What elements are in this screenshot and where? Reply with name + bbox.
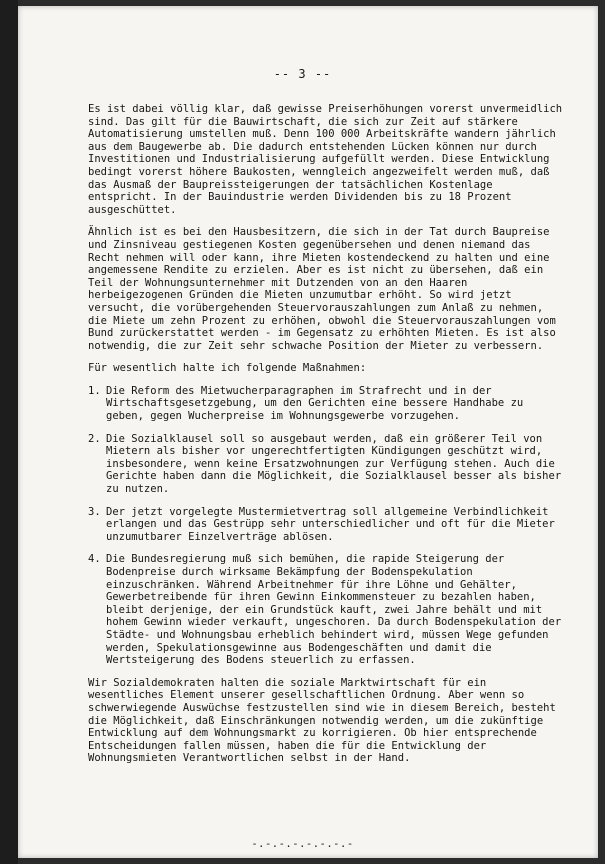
paragraph-price-increases: Es ist dabei völlig klar, daß gewisse Preiserhöhungen vorerst unvermeidlich sind. Das gilt für die Bauwirtschaft, die sich zur Zeit auf stärkere Automatisierung umstellen muß. Denn 100 000 Arbeitskräfte wandern jährlich aus dem Baugewerbe ab. Die dadurch entstehenden Lücken können nur durch Investitionen und Industrialisierung aufgefüllt werden. Diese Entwicklung bedingt vorerst höhere Baukosten, wenngleich angezweifelt werden muß, daß das Ausmaß der Baupreissteigerungen der tatsächlichen Kostenlage entspricht. In der Bauindustrie werden Dividenden bis zu 18 Prozent ausgeschüttet. (88, 103, 563, 216)
list-item (88, 385, 566, 423)
page-number: -- 3 -- (273, 67, 332, 81)
scan-edge (0, 0, 18, 864)
list-number: 4. (88, 553, 101, 566)
paragraph-closing: Wir Sozialdemokraten halten die soziale Marktwirtschaft für ein wesentliches Element unserer gesellschaftlichen Ordnung. Aber wenn so schwerwiegende Auswüchse festzustellen sind wie in diesem Bereich, besteht die Möglichkeit, daß Einschränkungen notwendig werden, um die zukünftige Entwicklung auf dem Wohnungsmarkt zu korrigieren. Ob hier entsprechende Entscheidungen fallen müssen, haben die für die Entwicklung der Wohnungsmieten Verantwortlichen selbst in der Hand. (88, 676, 556, 765)
paragraph-house-owners: Ähnlich ist es bei den Hausbesitzern, die sich in der Tat durch Baupreise und Zinsniveau gestiegenen Kosten gegenübersehen und denen niemand das Recht nehmen will oder kann, ihre Mieten kostendeckend zu halten und eine angemessene Rendite zu erzielen. Aber es ist nicht zu übersehen, daß ein Teil der Wohnungsunternehmer mit Dutzenden von an den Haaren herbeigezogenen Gründen die Mieten unzumutbar erhöht. So wird jetzt versucht, die vorübergehenden Steuervorauszahlungen zum Anlaß zu nehmen, die Miete um zehn Prozent zu erhöhen, obwohl die Steuervorauszahlungen vom Bund zurückerstattet werden - im Gegensatz zu erhöhten Mieten. Es ist also notwendig, die zur Zeit sehr schwache Position der Mieter zu verbessern. (88, 226, 556, 352)
list-item (88, 506, 566, 544)
document-body (88, 103, 566, 775)
list-number: 2. (88, 432, 101, 445)
list-text: Die Reform des Mietwucherparagraphen im Strafrecht und in der Wirtschaftsgesetzgebung, um den Gerichten eine bessere Handhabe zu geben, gegen Wucherpreise im Wohnungsgewerbe vorzugehen. (106, 384, 524, 423)
list-number: 1. (88, 384, 101, 397)
list-item (88, 553, 566, 666)
list-text: Der jetzt vorgelegte Mustermietvertrag soll allgemeine Verbindlichkeit erlangen und das Gestrüpp sehr unterschiedlicher und oft für die Mieter unzumutbarer Einzelverträge ablösen. (106, 505, 555, 543)
list-number: 3. (88, 505, 101, 518)
list-text: Die Bundesregierung muß sich bemühen, die rapide Steigerung der Bodenpreise durch wirksame Bekämpfung der Bodenspekulation einzuschränken. Während Arbeitnehmer für ihre Löhne und Gehälter, Gewerbetreibende für ihren Gewinn Einkommensteuer zu bezahlen haben, bleibt derjenige, der ein Grundstück kauft, zwei Jahre behält und mit hohem Gewinn wieder verkauft, ungeschoren. Da durch Bodenspekulation der Städte- und Wohnungsbau erheblich behindert wird, müssen Wege gefunden werden, Spekulationsgewinne aus Bodengeschäften und damit die Wertsteigerung des Bodens steuerlich zu erfassen. (106, 553, 562, 667)
end-mark: -.-.-.-.-.-.-.- (251, 838, 354, 850)
measures-list (88, 385, 566, 667)
list-text: Die Sozialklausel soll so ausgebaut werden, daß ein größerer Teil von Mietern als bisher vor ungerechtfertigten Kündigungen geschützt wird, insbesondere, wenn keine Ersatzwohnungen zur Verfügung stehen. Auch die Gerichte haben dann die Möglichkeit, die Sozialklausel besser als bisher zu nutzen. (106, 432, 562, 496)
paragraph-measures-intro: Für wesentlich halte ich folgende Maßnahmen: (88, 362, 367, 375)
list-item (88, 433, 566, 496)
